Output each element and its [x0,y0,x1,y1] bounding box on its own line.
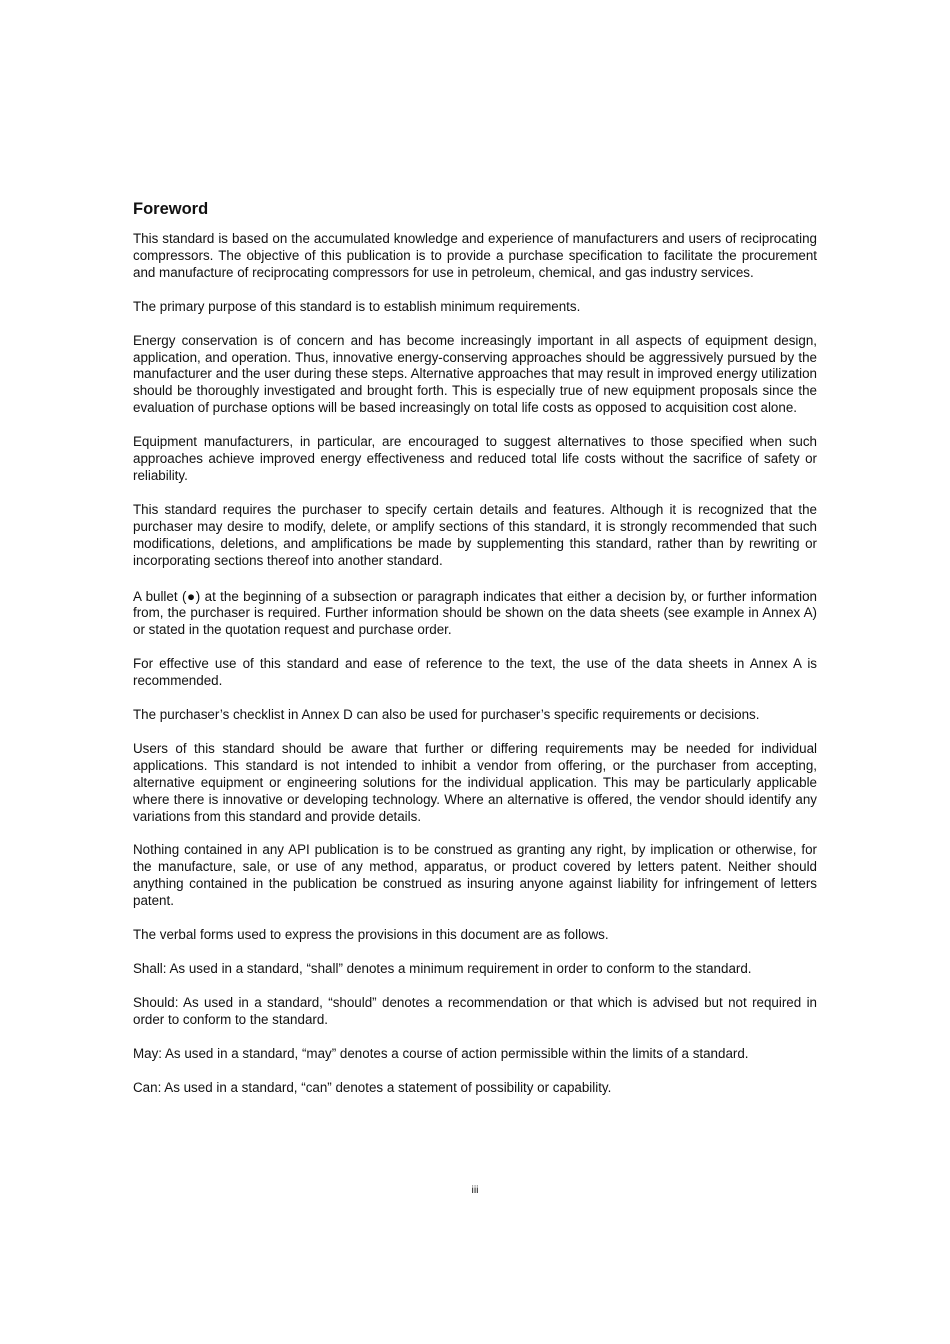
page-number: iii [471,1184,479,1196]
paragraph-shall: Shall: As used in a standard, “shall” denotes a minimum requirement in order to conform to the standard. [133,961,752,976]
paragraph-data-sheets: For effective use of this standard and ease of reference to the text, the use of the data sheets in Annex A is recommended. [133,656,817,689]
document-body [133,199,817,1114]
paragraph-purchaser-details: This standard requires the purchaser to specify certain details and features. Although it is recognized that the purchaser may desire to modify, delete, or amplify sections of this standard, it is strongly recommended that such modifications, deletions, and amplifications be made by supplementing this standard, rather than by rewriting or incorporating sections thereof into another standard. [133,501,817,568]
paragraph-equipment-manufacturers: Equipment manufacturers, in particular, are encouraged to suggest alternatives to those specified when such approaches achieve improved energy effectiveness and reduced total life costs without the sacrifice of safety or reliability. [133,434,817,483]
paragraph-patent: Nothing contained in any API publication is to be construed as granting any right, by implication or otherwise, for the manufacture, sale, or use of any method, apparatus, or product covered by letters patent. Neither should anything contained in the publication be construed as insuring anyone against liability for infringement of letters patent. [133,842,817,909]
paragraph-can: Can: As used in a standard, “can” denotes a statement of possibility or capability. [133,1079,612,1095]
paragraph-should: Should: As used in a standard, “should” denotes a recommendation or that which is advised but not required in order to conform to the standard. [133,994,817,1027]
paragraph-may: May: As used in a standard, “may” denotes a course of action permissible within the limits of a standard. [133,1045,749,1061]
page-title: Foreword [133,200,209,218]
paragraph-users: Users of this standard should be aware that further or differing requirements may be needed for individual applications. This standard is not intended to inhibit a vendor from offering, or the purchaser from accepting, alternative equipment or engineering solutions for the individual application. This may be particularly applicable where there is innovative or developing technology. Where an alternative is offered, the vendor should identify any variations from this standard and provide details. [133,740,817,824]
paragraph-verbal-forms: The verbal forms used to express the provisions in this document are as follows. [133,927,609,943]
paragraph-energy-conservation: Energy conservation is of concern and has become increasingly important in all aspects of equipment design, application, and operation. Thus, innovative energy-conserving approaches should be aggressively pursued by the manufacturer and the user during these steps. Alternative approaches that may result in improved energy utilization should be thoroughly investigated and brought forth. This is especially true of new equipment proposals since the evaluation of purchase options will be based increasingly on total life costs as opposed to acquisition cost alone. [133,332,817,416]
paragraph-intro: This standard is based on the accumulated knowledge and experience of manufacturers and users of reciprocating compressors. The objective of this publication is to provide a purchase specification to facilitate the procurement and manufacture of reciprocating compressors for use in petroleum, chemical, and gas industry services. [133,231,817,280]
paragraph-bullet-note: A bullet (●) at the beginning of a subsection or paragraph indicates that either a decision by, or further information from, the purchaser is required. Further information should be shown on the data sheets (see example in Annex A) or stated in the quotation request and purchase order. [133,588,817,638]
paragraph-checklist: The purchaser’s checklist in Annex D can also be used for purchaser’s specific requirements or decisions. [133,707,760,723]
paragraph-primary-purpose: The primary purpose of this standard is to establish minimum requirements. [133,298,581,314]
